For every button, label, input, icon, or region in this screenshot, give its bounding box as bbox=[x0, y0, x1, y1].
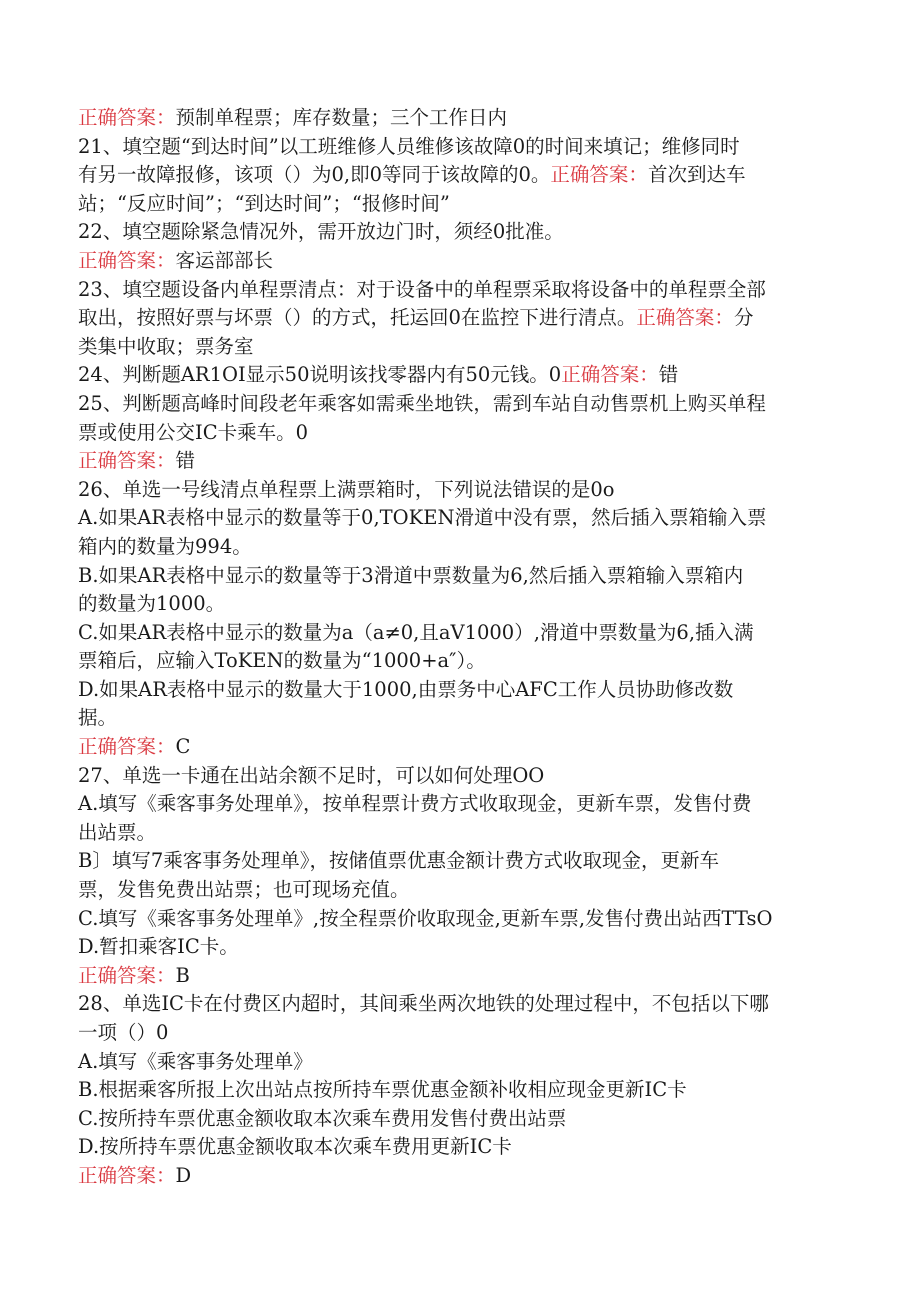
text-line: 26、单选一号线清点单程票上满票箱时，下列说法错误的是0o bbox=[78, 477, 615, 501]
answer-line bbox=[78, 733, 848, 762]
text-line: 一项（）0 bbox=[78, 1021, 169, 1044]
text-line: C.按所持车票优惠金额收取本次乘车费用发售付费出站票 bbox=[78, 1106, 567, 1130]
question-text: 有另一故障报修，该项（）为0,即0等同于该故障的0。 bbox=[78, 163, 551, 187]
text-line: 27、单选一卡通在出站余额不足时，可以如何处理OO bbox=[78, 763, 545, 787]
text-line: 22、填空题除紧急情况外，需开放边门时，须经0批准。 bbox=[78, 220, 564, 244]
answer-line bbox=[78, 104, 848, 133]
text-line: 票或使用公交IC卡乘车。0 bbox=[78, 420, 309, 444]
answer-text: 错 bbox=[658, 363, 679, 387]
answer-text: 分 bbox=[733, 306, 754, 330]
text-line: D.按所持车票优惠金额收取本次乘车费用更新IC卡 bbox=[78, 1135, 512, 1159]
answer-label: 正确答案： bbox=[78, 963, 176, 987]
text-line: D.如果AR表格中显示的数量大于1000,由票务中心AFC工作人员协助修改数 bbox=[78, 677, 734, 701]
answer-text: 首次到达车 bbox=[647, 163, 746, 187]
answer-label: 正确答案： bbox=[636, 306, 734, 330]
text-line: C.如果AR表格中显示的数量为a（a≠0,且aV1000）,滑道中票数量为6,插入满 bbox=[78, 620, 754, 644]
question-text: 24、判断题AR1OI显示50说明该找零器内有50元钱。0 bbox=[78, 363, 562, 387]
answer-text: 客运部部长 bbox=[175, 248, 274, 272]
document-body bbox=[78, 104, 848, 1191]
text-line: A.填写《乘客事务处理单》，按单程票计费方式收取现金，更新车票，发售付费 bbox=[78, 792, 752, 816]
text-line: 23、填空题设备内单程票清点：对于设备中的单程票采取将设备中的单程票全部 bbox=[78, 277, 766, 301]
answer-text: 错 bbox=[175, 449, 196, 473]
answer-label: 正确答案： bbox=[78, 106, 176, 129]
text-line: 25、判断题高峰时间段老年乘客如需乘坐地铁，需到车站自动售票机上购买单程 bbox=[78, 391, 766, 415]
text-line: 据。 bbox=[78, 706, 118, 730]
answer-label: 正确答案： bbox=[78, 449, 176, 473]
answer-label: 正确答案： bbox=[78, 1163, 176, 1187]
answer-text: C bbox=[175, 735, 191, 759]
text-line: 28、单选IC卡在付费区内超时，其间乘坐两次地铁的处理过程中，不包括以下哪 bbox=[78, 992, 769, 1016]
answer-line bbox=[78, 247, 848, 276]
answer-label: 正确答案： bbox=[550, 163, 648, 187]
text-line: 出站票。 bbox=[78, 820, 157, 844]
text-line: A.如果AR表格中显示的数量等于0,TOKEN滑道中没有票，然后插入票箱输入票 bbox=[78, 506, 767, 530]
text-line: 类集中收取；票务室 bbox=[78, 334, 254, 358]
answer-line bbox=[78, 962, 848, 991]
question-line-with-answer bbox=[78, 361, 848, 390]
text-line: 站；“反应时间”；“到达时间”；“报修时间” bbox=[78, 191, 450, 215]
answer-text: B bbox=[175, 963, 190, 987]
question-line-with-answer bbox=[78, 161, 848, 190]
text-line: 票箱后，应输入ToKEN的数量为“1000+a″）。 bbox=[78, 649, 486, 673]
answer-line bbox=[78, 1162, 848, 1191]
text-line: 票，发售免费出站票；也可现场充值。 bbox=[78, 878, 410, 902]
answer-text: D bbox=[175, 1163, 192, 1187]
answer-line bbox=[78, 447, 848, 476]
text-line: 的数量为1000。 bbox=[78, 592, 226, 616]
answer-text: 预制单程票；库存数量；三个工作日内 bbox=[175, 106, 508, 129]
text-line: 箱内的数量为994。 bbox=[78, 534, 252, 558]
answer-label: 正确答案： bbox=[78, 248, 176, 272]
question-text: 取出，按照好票与坏票（）的方式，托运回0在监控下进行清点。 bbox=[78, 306, 637, 330]
text-line: 21、填空题“到达时间”以工班维修人员维修该故障0的时间来填记；维修同时 bbox=[78, 134, 740, 158]
text-line: D.暂扣乘客IC卡。 bbox=[78, 935, 239, 959]
text-line: B.根据乘客所报上次出站点按所持车票优惠金额补收相应现金更新IC卡 bbox=[78, 1078, 687, 1102]
answer-label: 正确答案： bbox=[561, 363, 659, 387]
question-line-with-answer bbox=[78, 304, 848, 333]
text-line: C.填写《乘客事务处理单》,按全程票价收取现金,更新车票,发售付费出站西TTsO bbox=[78, 906, 773, 930]
text-line: B〕填写7乘客事务处理单》，按储值票优惠金额计费方式收取现金，更新车 bbox=[78, 849, 719, 873]
answer-label: 正确答案： bbox=[78, 735, 176, 759]
text-line: B.如果AR表格中显示的数量等于3滑道中票数量为6,然后插入票箱输入票箱内 bbox=[78, 563, 744, 587]
text-line: A.填写《乘客事务处理单》 bbox=[78, 1049, 313, 1073]
